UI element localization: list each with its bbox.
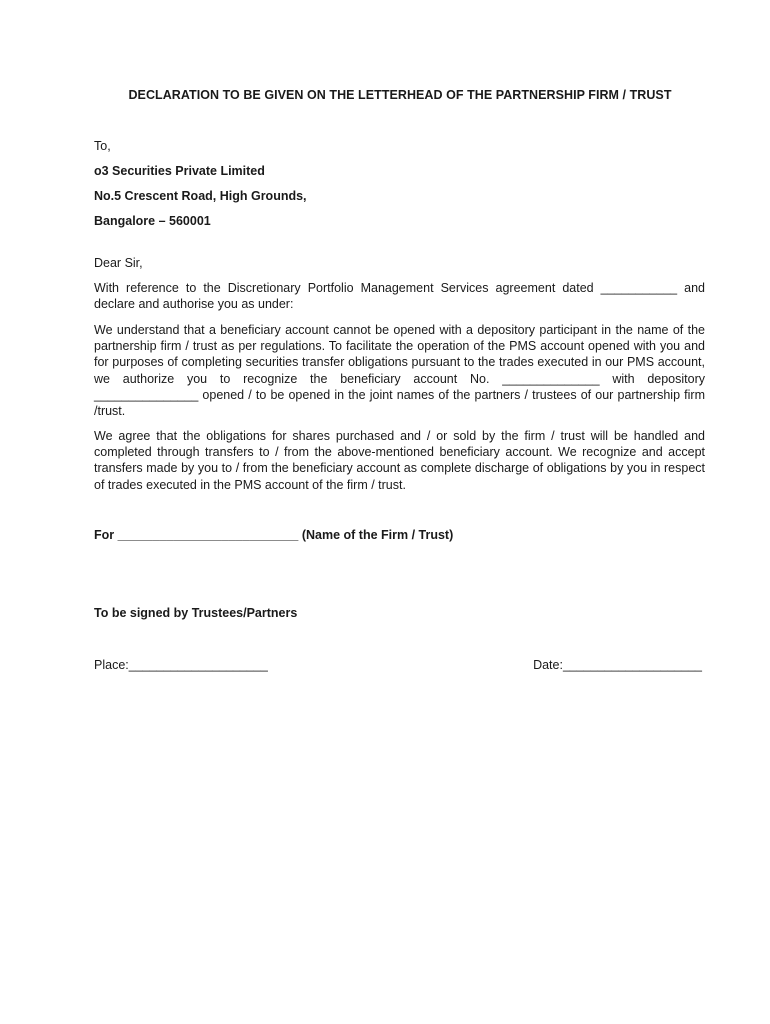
address-street: No.5 Crescent Road, High Grounds, — [94, 189, 307, 203]
place-field: Place:____________________ — [94, 658, 268, 672]
address-to: To, — [94, 139, 111, 153]
date-field: Date:____________________ — [533, 658, 702, 672]
paragraph-obligations: We agree that the obligations for shares purchased and / or sold by the firm / trust will be handled and completed through transfers to / from the above-mentioned beneficiary account. We recognize and accept transfers made by you to / from the beneficiary account as complete discharge of obligations by you in respect of trades executed in the PMS account of the firm / trust. — [94, 429, 705, 492]
firm-name-line: For __________________________ (Name of the Firm / Trust) — [94, 528, 454, 542]
signature-instruction: To be signed by Trustees/Partners — [94, 606, 298, 620]
address-company: o3 Securities Private Limited — [94, 164, 265, 178]
paragraph-reference: With reference to the Discretionary Portfolio Management Services agreement dated ___________ and declare and authorise you as under: — [94, 281, 705, 312]
paragraph-authorization: We understand that a beneficiary account cannot be opened with a depository participant in the name of the partnership firm / trust as per regulations. To facilitate the operation of the PMS account opened with you and for purposes of completing securities transfer obligations pursuant to the trades executed in our PMS account, we authorize you to recognize the beneficiary account No. ______________ with depository _______________ opened / to be opened in the joint names of the partners / trustees of our partnership firm /trust. — [94, 323, 705, 419]
address-city: Bangalore – 560001 — [94, 214, 211, 228]
document-title: DECLARATION TO BE GIVEN ON THE LETTERHEAD OF THE PARTNERSHIP FIRM / TRUST — [128, 88, 672, 102]
salutation: Dear Sir, — [94, 256, 143, 270]
